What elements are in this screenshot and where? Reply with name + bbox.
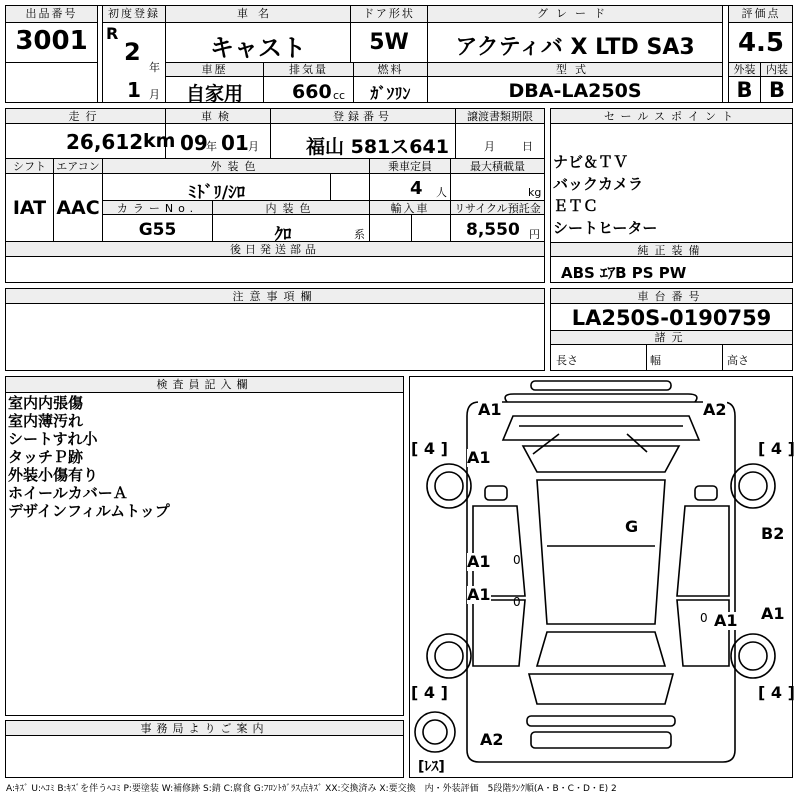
damage-mark: A2 bbox=[703, 400, 727, 419]
import-label: 輸入車 bbox=[390, 202, 430, 215]
transfer-month: 月 bbox=[484, 140, 495, 153]
inspect-month-unit: 月 bbox=[248, 140, 259, 153]
inspect-month: 01 bbox=[221, 131, 249, 155]
damage-mark: A2 bbox=[480, 730, 504, 749]
sales-item: シートヒーター bbox=[553, 219, 658, 237]
capacity-unit: 人 bbox=[436, 186, 447, 199]
inspector-note: 外装小傷有り bbox=[8, 466, 99, 484]
shift-label: シフト bbox=[13, 160, 46, 173]
capacity: 4 bbox=[410, 178, 423, 199]
interior-label: 内装色 bbox=[265, 202, 317, 215]
model-label: 型式 bbox=[556, 63, 594, 76]
fuel-label: 燃料 bbox=[377, 63, 404, 76]
spec-width: 幅 bbox=[650, 354, 661, 367]
spec-height: 高さ bbox=[727, 354, 749, 367]
lot-number: 3001 bbox=[15, 26, 88, 56]
transfer-day: 日 bbox=[522, 140, 533, 153]
door-type: 5W bbox=[369, 30, 409, 55]
office-label: 事務局よりご案内 bbox=[140, 722, 269, 735]
car-name: キャスト bbox=[210, 34, 306, 62]
grade: アクティバ X LTD SA3 bbox=[455, 35, 695, 60]
ext-label: 外装 bbox=[733, 63, 756, 76]
tire-front-right: [ 4 ] bbox=[758, 439, 795, 458]
inspector-note: デザインフィルムトップ bbox=[8, 502, 170, 520]
era: R bbox=[106, 24, 119, 43]
inspector-note: 室内内張傷 bbox=[8, 394, 84, 412]
damage-mark: A1 bbox=[467, 552, 491, 571]
ext-grade: B bbox=[736, 78, 753, 102]
inspector-label: 検査員記入欄 bbox=[156, 378, 253, 391]
ac: AAC bbox=[56, 197, 100, 219]
equip-label: 純正装備 bbox=[637, 244, 706, 257]
notes-label: 注意事項欄 bbox=[232, 290, 318, 303]
inspector-note: ホイールカバーＡ bbox=[8, 484, 128, 502]
int-grade: B bbox=[768, 78, 785, 102]
displacement: 660 bbox=[292, 81, 332, 103]
damage-mark: A1 bbox=[478, 400, 502, 419]
reg-month: 1 bbox=[127, 78, 141, 102]
recycle-unit: 円 bbox=[529, 228, 540, 241]
chassis-number: LA250S-0190759 bbox=[571, 306, 772, 330]
inspector-note: タッチＰ跡 bbox=[8, 448, 84, 466]
spec-length: 長さ bbox=[556, 354, 578, 367]
month-unit: 月 bbox=[149, 88, 160, 101]
inspector-note: シートすれ小 bbox=[8, 430, 98, 448]
history-label: 車歴 bbox=[201, 63, 228, 76]
sales-label: セールスポイント bbox=[603, 110, 739, 123]
repair-mark: 0 bbox=[700, 611, 708, 625]
tire-rear-left: [ 4 ] bbox=[411, 683, 448, 702]
reg-label: 登録番号 bbox=[333, 110, 393, 123]
sales-item: バックカメラ bbox=[553, 175, 644, 193]
damage-mark: A1 bbox=[761, 604, 785, 623]
repair-mark: 0 bbox=[513, 553, 521, 567]
lot-label: 出品番号 bbox=[25, 7, 78, 20]
year-unit: 年 bbox=[149, 61, 160, 74]
damage-mark: G bbox=[625, 517, 639, 536]
ac-label: エアコン bbox=[56, 160, 100, 173]
car-outline-diagram bbox=[409, 376, 793, 778]
inspect-label: 車検 bbox=[201, 110, 235, 123]
damage-mark: B2 bbox=[761, 524, 785, 543]
score-label: 評価点 bbox=[741, 7, 781, 20]
model: DBA-LA250S bbox=[508, 80, 642, 102]
door-label: ドア形状 bbox=[363, 7, 415, 20]
mileage-label: 走行 bbox=[68, 110, 103, 123]
spare-tire: [ﾚｽ] bbox=[418, 759, 445, 775]
score: 4.5 bbox=[737, 28, 785, 58]
transfer-label: 譲渡書類期限 bbox=[467, 110, 533, 123]
recycle-label: リサイクル預託金 bbox=[454, 202, 541, 215]
inspector-note: 室内薄汚れ bbox=[8, 412, 84, 430]
load-label: 最大積載量 bbox=[470, 160, 525, 173]
damage-mark: A1 bbox=[714, 611, 738, 630]
later-parts-label: 後日発送部品 bbox=[230, 243, 320, 256]
color-no-label: カラーNo. bbox=[116, 202, 199, 215]
reg-number: 福山 581ス641 bbox=[306, 136, 449, 158]
color: ﾐﾄﾞﾘ/ｼﾛ bbox=[187, 183, 246, 203]
sales-item: ＥＴＣ bbox=[553, 197, 599, 215]
interior: ｸﾛ bbox=[274, 225, 292, 245]
inspect-year: 09 bbox=[180, 131, 208, 155]
damage-mark: A1 bbox=[467, 585, 491, 604]
reg-year: 2 bbox=[124, 38, 141, 66]
load-unit: kg bbox=[528, 186, 542, 199]
interior-suffix: 系 bbox=[354, 228, 365, 241]
car-name-label: 車名 bbox=[237, 7, 279, 20]
equipment: ABS ｴｱB PS PW bbox=[561, 264, 687, 282]
tire-rear-right: [ 4 ] bbox=[758, 683, 795, 702]
fuel: ｶﾞｿﾘﾝ bbox=[370, 84, 411, 103]
color-label: 外装色 bbox=[210, 160, 262, 173]
inspect-year-unit: 年 bbox=[206, 140, 217, 153]
grade-label: グレード bbox=[537, 7, 613, 20]
first-reg-label: 初度登録 bbox=[108, 7, 160, 20]
spec-label: 諸元 bbox=[654, 331, 689, 344]
recycle: 8,550 bbox=[466, 220, 520, 240]
int-label: 内装 bbox=[766, 63, 788, 76]
shift: IAT bbox=[12, 197, 47, 219]
damage-mark: A1 bbox=[467, 448, 491, 467]
mileage: 26,612 bbox=[66, 130, 144, 154]
color-no: G55 bbox=[138, 220, 177, 240]
tire-front-left: [ 4 ] bbox=[411, 439, 448, 458]
disp-label: 排気量 bbox=[289, 63, 328, 76]
chassis-label: 車台番号 bbox=[637, 290, 706, 303]
disp-unit: cc bbox=[333, 89, 346, 102]
mileage-unit: km bbox=[143, 130, 176, 152]
sales-item: ナビ＆ＴＶ bbox=[553, 153, 629, 171]
capacity-label: 乗車定員 bbox=[388, 160, 432, 173]
legend: A:ｷｽﾞ U:ﾍｺﾐ B:ｷｽﾞを伴うﾍｺﾐ P:要塗装 W:補修跡 S:錆 C:腐食 G:ﾌﾛﾝﾄｶﾞﾗｽ点ｷｽﾞ XX:交換済み X:要交換 内・外装評価 5段階ﾗﾝｸ順(A・B・C・D・E) 2 bbox=[6, 784, 617, 794]
history: 自家用 bbox=[185, 83, 243, 105]
repair-mark: 0 bbox=[513, 595, 521, 609]
